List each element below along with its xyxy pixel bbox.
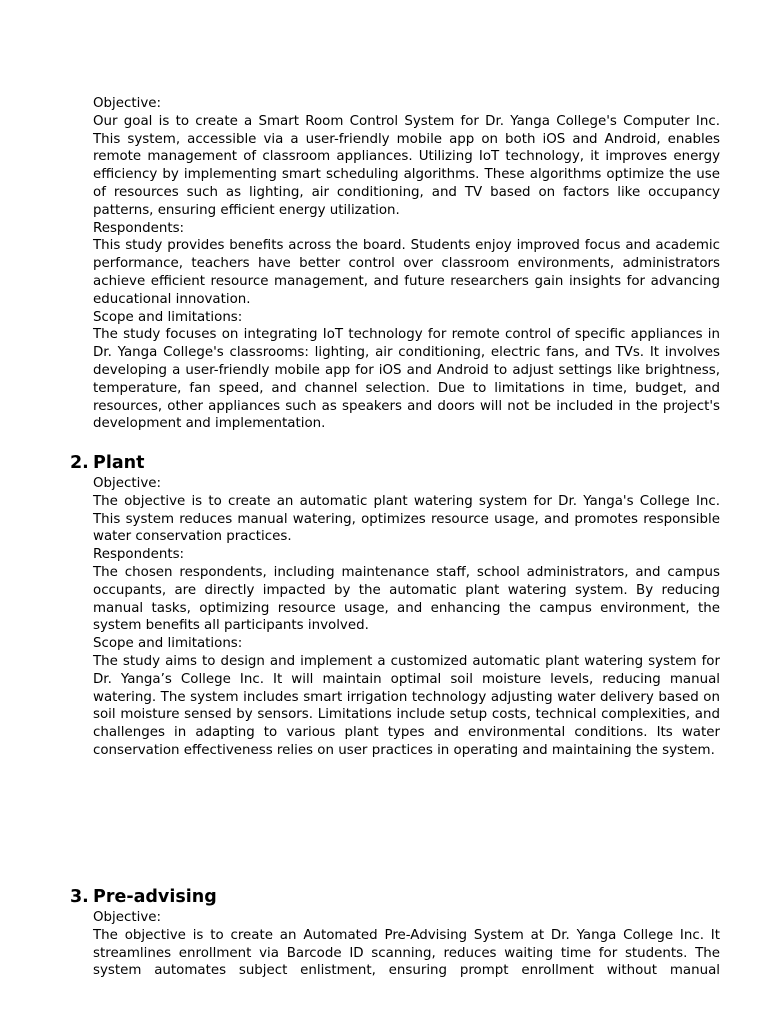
section-2-body [93, 475, 720, 760]
objective-label: Objective: [93, 96, 162, 111]
scope-paragraph: The study aims to design and implement a customized automatic plant watering system for Dr. Yanga’s College Inc. It will maintain optimal soil moisture levels, reducing manual watering. The system includes smart irrigation technology adjusting water delivery based on soil moisture sensed by sensors. Limitations include setup costs, technical complexities, and challenges in adapting to various plant types and environmental conditions. Its water conservation effectiveness relies on user practices in operating and maintaining the system. [93, 653, 720, 758]
objective-label: Objective: [93, 910, 162, 925]
respondents-paragraph: This study provides benefits across the board. Students enjoy improved focus and academic performance, teachers have better control over classroom environments, administrators achieve efficient resource management, and future researchers gain insights for advancing educational innovation. [93, 238, 720, 307]
section-title: Plant [93, 453, 145, 473]
objective-paragraph: The objective is to create an automatic plant watering system for Dr. Yanga's College Inc. This system reduces manual watering, optimizes resource usage, and promotes responsible water conservation practices. [93, 493, 720, 545]
section-number: 3. [70, 887, 89, 907]
respondents-label: Respondents: [93, 220, 185, 236]
section-3-heading [70, 886, 217, 908]
section-title: Pre-advising [93, 887, 217, 907]
objective-label: Objective: [93, 476, 162, 491]
scope-paragraph: The study focuses on integrating IoT technology for remote control of specific appliances in Dr. Yanga College's classrooms: lighting, air conditioning, electric fans, and TVs. It involves developing a user-friendly mobile app for iOS and Android to adjust settings like brightness, temperature, fan speed, and channel selection. Due to limitations in time, budget, and resources, other appliances such as speakers and doors will not be included in the project's development and implementation. [93, 327, 720, 432]
scope-label: Scope and limitations: [93, 636, 243, 652]
objective-paragraph: The objective is to create an Automated Pre-Advising System at Dr. Yanga College Inc. It streamlines enrollment via Barcode ID scanning, reduces waiting time for students. The system automates subject enlistment, ensuring prompt enrollment without manual [93, 927, 720, 979]
section-number: 2. [70, 453, 89, 473]
section-3-body [93, 909, 720, 980]
section-1-body [93, 95, 720, 433]
respondents-paragraph: The chosen respondents, including maintenance staff, school administrators, and campus occupants, are directly impacted by the automatic plant watering system. By reducing manual tasks, optimizing resource usage, and enhancing the campus environment, the system benefits all participants involved. [93, 564, 720, 634]
scope-label: Scope and limitations: [93, 309, 243, 325]
section-2-heading [70, 452, 144, 474]
objective-paragraph: Our goal is to create a Smart Room Control System for Dr. Yanga College's Computer Inc. This system, accessible via a user-friendly mobile app on both iOS and Android, enables remote management of classroom appliances. Utilizing IoT technology, it improves energy efficiency by implementing smart scheduling algorithms. These algorithms optimize the use of resources such as lighting, air conditioning, and TV based on factors like occupancy patterns, ensuring efficient energy utilization. [93, 113, 720, 218]
respondents-label: Respondents: [93, 547, 185, 563]
